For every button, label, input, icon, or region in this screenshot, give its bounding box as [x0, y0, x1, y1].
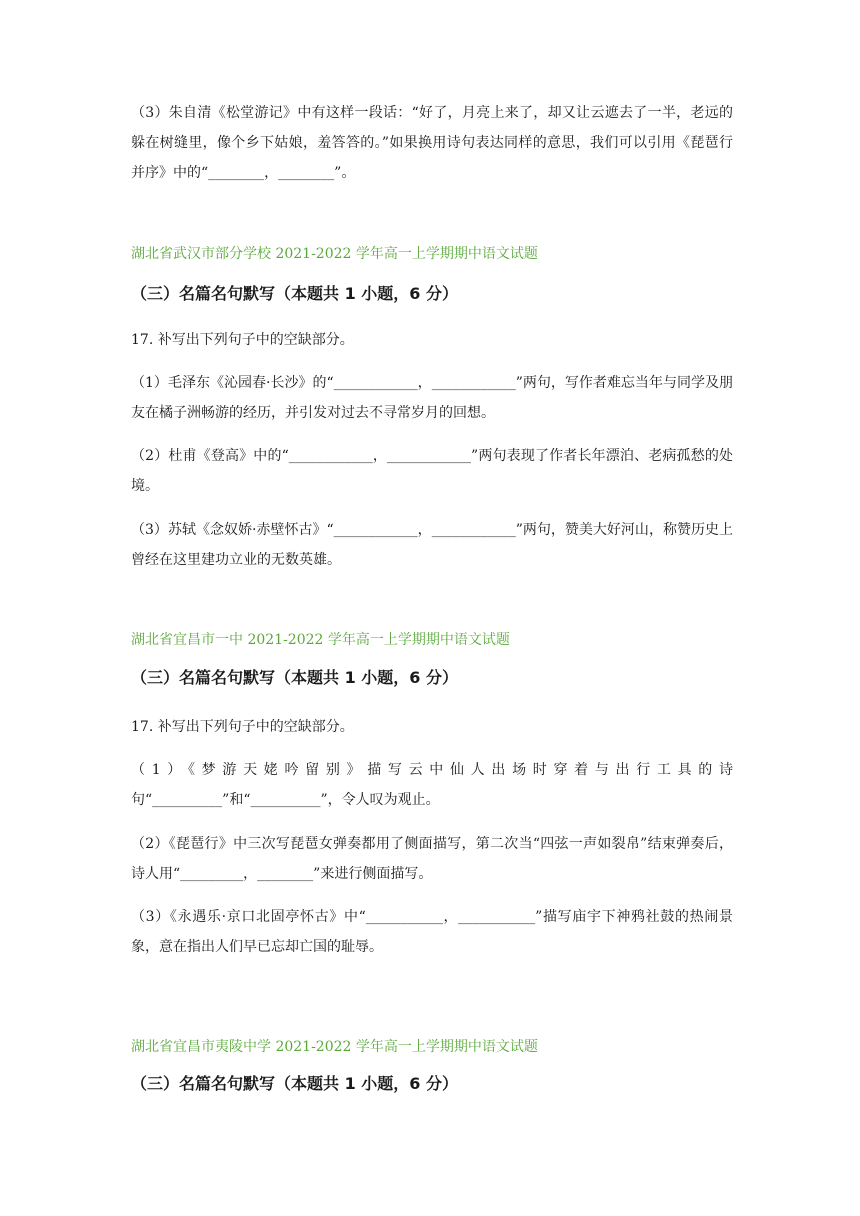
source-title: 湖北省宜昌市夷陵中学 2021-2022 学年高一上学期期中语文试题: [131, 1039, 538, 1055]
paragraph-item-3: （3）《永遇乐·京口北固亭怀古》中“___________，___________”描写庙宇下神鸦社鼓的热闹景象，意在指出人们早已忘却亡国的耻辱。: [131, 909, 733, 955]
paragraph-item-2: （2）杜甫《登高》中的“____________，____________”两句表现了作者长年漂泊、老病孤愁的处境。: [131, 448, 733, 494]
section-heading: （三）名篇名句默写（本题共 1 小题，6 分）: [131, 284, 458, 303]
paragraph-item-3: （3）苏轼《念奴娇·赤壁怀古》“____________，____________”两句，赞美大好河山，称赞历史上曾经在这里建功立业的无数英雄。: [131, 522, 733, 568]
paragraph-item-1: （1）毛泽东《沁园春·长沙》的“____________，____________”两句，写作者难忘当年与同学及朋友在橘子洲畅游的经历，并引发对过去不寻常岁月的回想。: [131, 375, 733, 421]
section-heading: （三）名篇名句默写（本题共 1 小题，6 分）: [131, 1074, 458, 1093]
paragraph-item-3: （3）朱自清《松堂游记》中有这样一段话：“好了，月亮上来了，却又让云遮去了一半，老远的躲在树缝里，像个乡下姑娘，羞答答的。”如果换用诗句表达同样的意思，我们可以引用《琵琶行并序》中的“________，________”。: [131, 105, 733, 181]
paragraph-item-1: （1）《梦游天姥吟留别》描写云中仙人出场时穿着与出行工具的诗句“__________”和“__________”，令人叹为观止。: [131, 762, 733, 808]
source-title: 湖北省武汉市部分学校 2021-2022 学年高一上学期期中语文试题: [131, 246, 538, 262]
paragraph-item-2: （2）《琵琶行》中三次写琵琶女弹奏都用了侧面描写，第二次当“四弦一声如裂帛”结束弹奏后，诗人用“_________，________”来进行侧面描写。: [131, 836, 733, 882]
section-heading: （三）名篇名句默写（本题共 1 小题，6 分）: [131, 668, 458, 687]
question-prompt: 17. 补写出下列句子中的空缺部分。: [131, 719, 354, 735]
source-title: 湖北省宜昌市一中 2021-2022 学年高一上学期期中语文试题: [131, 632, 510, 648]
question-prompt: 17. 补写出下列句子中的空缺部分。: [131, 332, 354, 348]
